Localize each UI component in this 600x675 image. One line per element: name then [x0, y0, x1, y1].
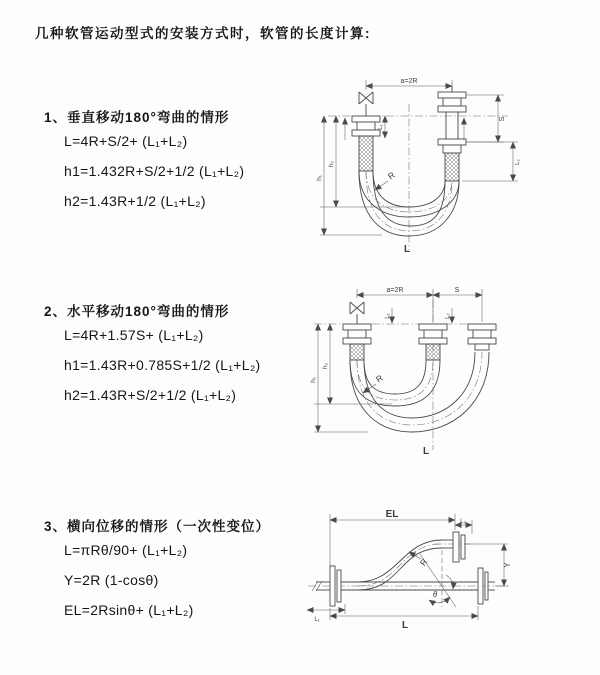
formula-line: h1=1.432R+S/2+1/2 (L₁+L₂)	[64, 163, 245, 179]
dim-label-length: L	[401, 620, 409, 631]
dim-label-h2: h₂	[328, 160, 335, 168]
section-3-heading: 3、横向位移的情形（一次性变位）	[44, 519, 271, 534]
dim-label-l2: L₂	[460, 519, 466, 525]
diagram-vertical-movement-180-bend	[312, 74, 586, 256]
section-1-formulas	[64, 126, 244, 216]
diagram-horizontal-movement-180-bend	[306, 282, 506, 458]
dim-label-s: S	[454, 287, 460, 294]
braided-hose-section	[359, 136, 373, 171]
left-flange	[330, 566, 341, 606]
hose-u-bend	[350, 352, 489, 432]
hose-centerline	[358, 544, 442, 586]
formula-line: h2=1.43R+S/2+1/2 (L₁+L₂)	[64, 387, 237, 403]
dim-label-r: R	[385, 169, 397, 182]
flange-position-3	[468, 324, 496, 350]
formula-line: L=4R+S/2+ (L₁+L₂)	[64, 133, 188, 149]
right-flange-lower	[438, 139, 466, 153]
dim-label-a2r: a=2R	[400, 78, 418, 85]
dim-label-l1: L₁	[385, 313, 391, 319]
page-title: 几种软管运动型式的安装方式时，软管的长度计算:	[35, 26, 371, 41]
dim-label-l1: L₁	[378, 124, 384, 130]
dim-label-el: EL	[385, 509, 399, 520]
right-flange	[478, 568, 488, 604]
formula-line: h2=1.43R+1/2 (L₁+L₂)	[64, 193, 206, 209]
dim-label-theta: θ	[432, 590, 438, 599]
formula-line: L=4R+1.57S+ (L₁+L₂)	[64, 327, 204, 343]
formula-line: h1=1.43R+0.785S+1/2 (L₁+L₂)	[64, 357, 261, 373]
dim-label-h2: h₂	[322, 362, 329, 370]
dim-label-r: R	[373, 372, 385, 385]
section-2-heading: 2、水平移动180°弯曲的情形	[44, 304, 230, 319]
flange-position-2	[419, 324, 447, 344]
dim-label-l1: L₁	[314, 617, 320, 623]
upper-flange	[453, 532, 465, 562]
dim-label-l2: L₂	[445, 313, 451, 319]
dim-label-length: L	[422, 446, 430, 457]
right-flange-upper	[438, 92, 466, 112]
dim-label-r: R	[417, 556, 430, 568]
section-2-formulas	[64, 320, 261, 410]
dim-label-s: S	[497, 116, 506, 122]
formula-line: L=πRθ/90+ (L₁+L₂)	[64, 542, 188, 558]
braided-hose-section	[350, 344, 364, 360]
dim-label-h1: h₁	[316, 175, 323, 181]
dim-label-h1: h₁	[310, 377, 317, 383]
dim-label-length: L	[403, 244, 411, 255]
dim-label-l2: L₂	[515, 159, 521, 165]
section-1-heading: 1、垂直移动180°弯曲的情形	[44, 110, 230, 125]
diagram-lateral-displacement	[302, 504, 524, 632]
dim-label-y: Y	[503, 562, 512, 568]
valve-icon	[359, 92, 373, 104]
formula-line: EL=2Rsinθ+ (L₁+L₂)	[64, 602, 194, 618]
braided-hose-section	[445, 153, 459, 181]
braided-hose-section	[426, 344, 440, 360]
left-flange	[352, 116, 380, 136]
dim-label-a2r: a=2R	[386, 287, 404, 294]
formula-line: Y=2R (1-cosθ)	[64, 572, 159, 588]
section-3-formulas	[64, 535, 194, 625]
flange-position-1	[343, 324, 371, 344]
valve-icon	[350, 302, 364, 314]
angle-radius-line	[417, 554, 456, 607]
